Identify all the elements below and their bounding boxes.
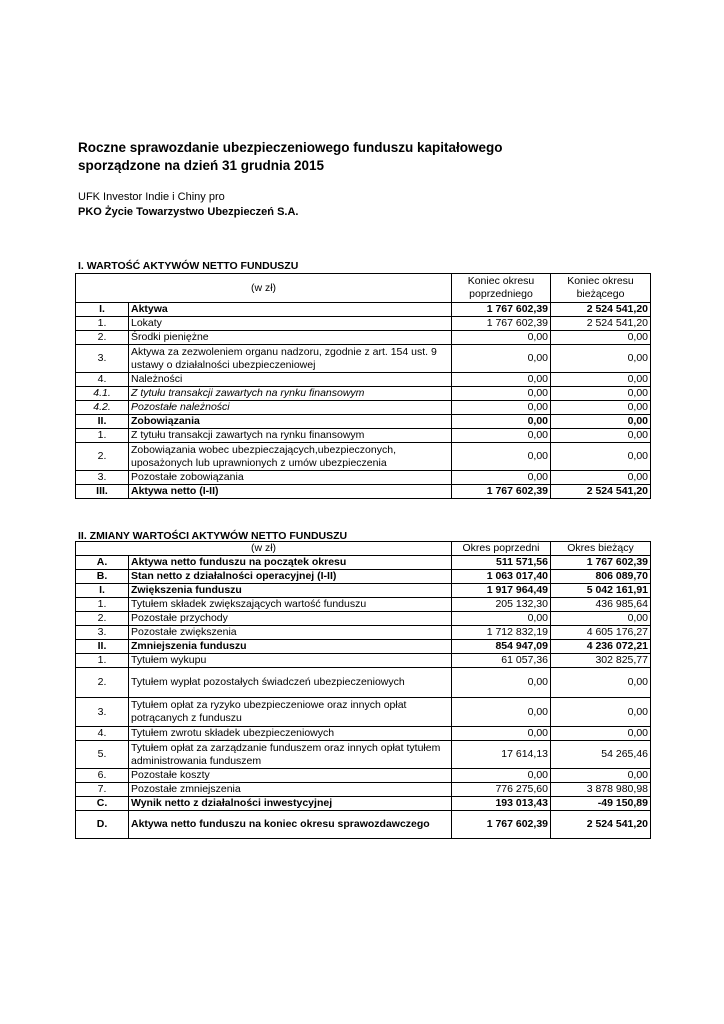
- row-number: 2.: [76, 443, 129, 471]
- row-number: 3.: [76, 345, 129, 373]
- table-row: [76, 485, 651, 499]
- row-prev-value: 0,00: [452, 387, 551, 401]
- table-row: [76, 415, 651, 429]
- row-label: Zwiększenia funduszu: [129, 584, 452, 598]
- row-curr-value: 0,00: [551, 698, 651, 727]
- row-number: 4.1.: [76, 387, 129, 401]
- row-label: Aktywa netto funduszu na koniec okresu sprawozdawczego: [129, 811, 452, 839]
- table-row: [76, 345, 651, 373]
- row-label: Z tytułu transakcji zawartych na rynku finansowym: [129, 429, 452, 443]
- row-label: Tytułem opłat za zarządzanie funduszem oraz innych opłat tytułem administrowania funduszem: [129, 741, 452, 769]
- fund-name: UFK Investor Indie i Chiny pro: [78, 191, 225, 203]
- table-row: [76, 797, 651, 811]
- row-curr-value: 4 605 176,27: [551, 626, 651, 640]
- row-label: Wynik netto z działalności inwestycyjnej: [129, 797, 452, 811]
- table-row: [76, 429, 651, 443]
- row-curr-value: 5 042 161,91: [551, 584, 651, 598]
- row-prev-value: 0,00: [452, 401, 551, 415]
- row-label: Tytułem wypłat pozostałych świadczeń ubezpieczeniowych: [129, 668, 452, 698]
- row-prev-value: 0,00: [452, 727, 551, 741]
- row-number: 1.: [76, 598, 129, 612]
- row-number: 2.: [76, 668, 129, 698]
- row-prev-value: 854 947,09: [452, 640, 551, 654]
- row-label: Pozostałe należności: [129, 401, 452, 415]
- row-prev-value: 511 571,56: [452, 556, 551, 570]
- row-prev-value: 1 767 602,39: [452, 303, 551, 317]
- row-curr-value: 0,00: [551, 471, 651, 485]
- row-curr-value: 1 767 602,39: [551, 556, 651, 570]
- row-number: 1.: [76, 429, 129, 443]
- table-row: [76, 654, 651, 668]
- table-row: [76, 598, 651, 612]
- row-label: Tytułem składek zwiększających wartość funduszu: [129, 598, 452, 612]
- col-prev-header-line1: Koniec okresu: [467, 275, 535, 287]
- row-curr-value: 3 878 980,98: [551, 783, 651, 797]
- table-row: [76, 612, 651, 626]
- row-number: B.: [76, 570, 129, 584]
- unit-label: (w zł): [76, 274, 452, 303]
- row-label: Należności: [129, 373, 452, 387]
- table-row: [76, 303, 651, 317]
- net-assets-changes-table: [75, 541, 651, 839]
- col-prev-header: [452, 274, 551, 303]
- table-row: [76, 769, 651, 783]
- row-curr-value: 0,00: [551, 401, 651, 415]
- row-number: 7.: [76, 783, 129, 797]
- row-curr-value: 54 265,46: [551, 741, 651, 769]
- row-number: 6.: [76, 769, 129, 783]
- row-curr-value: 0,00: [551, 415, 651, 429]
- row-curr-value: 0,00: [551, 612, 651, 626]
- row-curr-value: 2 524 541,20: [551, 811, 651, 839]
- row-label: Pozostałe przychody: [129, 612, 452, 626]
- row-prev-value: 193 013,43: [452, 797, 551, 811]
- row-prev-value: 0,00: [452, 331, 551, 345]
- row-prev-value: 1 767 602,39: [452, 811, 551, 839]
- row-prev-value: 1 767 602,39: [452, 317, 551, 331]
- row-number: 1.: [76, 317, 129, 331]
- row-label: Lokaty: [129, 317, 452, 331]
- row-number: 1.: [76, 654, 129, 668]
- row-curr-value: 2 524 541,20: [551, 317, 651, 331]
- row-prev-value: 1 767 602,39: [452, 485, 551, 499]
- row-number: 2.: [76, 331, 129, 345]
- row-curr-value: 0,00: [551, 331, 651, 345]
- row-label: Tytułem wykupu: [129, 654, 452, 668]
- section1-heading: I. WARTOŚĆ AKTYWÓW NETTO FUNDUSZU: [78, 260, 299, 272]
- row-curr-value: 0,00: [551, 668, 651, 698]
- row-prev-value: 0,00: [452, 415, 551, 429]
- section2-heading: II. ZMIANY WARTOŚCI AKTYWÓW NETTO FUNDUSZU: [78, 530, 348, 542]
- col-curr-header-line2: bieżącego: [576, 288, 625, 300]
- row-number: 4.2.: [76, 401, 129, 415]
- row-number: III.: [76, 485, 129, 499]
- row-curr-value: 302 825,77: [551, 654, 651, 668]
- row-label: Pozostałe koszty: [129, 769, 452, 783]
- report-title-line2: sporządzone na dzień 31 grudnia 2015: [78, 158, 325, 173]
- row-label: Z tytułu transakcji zawartych na rynku finansowym: [129, 387, 452, 401]
- row-label: Aktywa netto funduszu na początek okresu: [129, 556, 452, 570]
- col-curr-header: Okres bieżący: [551, 542, 651, 556]
- row-label: Pozostałe zobowiązania: [129, 471, 452, 485]
- table-row: [76, 401, 651, 415]
- table-row: [76, 626, 651, 640]
- row-number: 4.: [76, 727, 129, 741]
- row-prev-value: 17 614,13: [452, 741, 551, 769]
- row-prev-value: 0,00: [452, 612, 551, 626]
- row-prev-value: 0,00: [452, 769, 551, 783]
- row-curr-value: -49 150,89: [551, 797, 651, 811]
- row-number: 5.: [76, 741, 129, 769]
- row-prev-value: 1 063 017,40: [452, 570, 551, 584]
- row-prev-value: 205 132,30: [452, 598, 551, 612]
- table-row: [76, 783, 651, 797]
- row-prev-value: 61 057,36: [452, 654, 551, 668]
- row-curr-value: 4 236 072,21: [551, 640, 651, 654]
- table-row: [76, 373, 651, 387]
- row-number: 4.: [76, 373, 129, 387]
- row-curr-value: 436 985,64: [551, 598, 651, 612]
- row-prev-value: 0,00: [452, 698, 551, 727]
- col-curr-header-line1: Koniec okresu: [567, 275, 634, 287]
- row-number: 3.: [76, 471, 129, 485]
- table-row: [76, 698, 651, 727]
- row-curr-value: 0,00: [551, 373, 651, 387]
- table-row: [76, 556, 651, 570]
- table-row: [76, 668, 651, 698]
- row-number: 3.: [76, 626, 129, 640]
- row-curr-value: 2 524 541,20: [551, 485, 651, 499]
- row-label: Środki pieniężne: [129, 331, 452, 345]
- row-curr-value: 0,00: [551, 727, 651, 741]
- row-number: 2.: [76, 612, 129, 626]
- table-row: [76, 317, 651, 331]
- row-curr-value: 0,00: [551, 443, 651, 471]
- net-assets-header-row: [76, 274, 651, 303]
- row-curr-value: 806 089,70: [551, 570, 651, 584]
- row-prev-value: 1 917 964,49: [452, 584, 551, 598]
- row-number: II.: [76, 640, 129, 654]
- table-row: [76, 640, 651, 654]
- col-prev-header-line2: poprzedniego: [469, 288, 533, 300]
- table-row: [76, 387, 651, 401]
- report-title: [78, 139, 503, 175]
- row-label: Pozostałe zwiększenia: [129, 626, 452, 640]
- table-row: [76, 443, 651, 471]
- row-number: 3.: [76, 698, 129, 727]
- row-curr-value: 0,00: [551, 429, 651, 443]
- row-number: A.: [76, 556, 129, 570]
- row-curr-value: 0,00: [551, 387, 651, 401]
- row-label: Zobowiązania: [129, 415, 452, 429]
- row-curr-value: 0,00: [551, 345, 651, 373]
- row-label: Aktywa za zezwoleniem organu nadzoru, zgodnie z art. 154 ust. 9 ustawy o działalności ubezpieczeniowej: [129, 345, 452, 373]
- row-label: Stan netto z działalności operacyjnej (I-II): [129, 570, 452, 584]
- report-title-line1: Roczne sprawozdanie ubezpieczeniowego funduszu kapitałowego: [78, 140, 503, 155]
- table-row: [76, 811, 651, 839]
- col-prev-header: Okres poprzedni: [452, 542, 551, 556]
- row-prev-value: 0,00: [452, 429, 551, 443]
- row-prev-value: 0,00: [452, 443, 551, 471]
- row-prev-value: 0,00: [452, 345, 551, 373]
- table-row: [76, 741, 651, 769]
- company-name: PKO Życie Towarzystwo Ubezpieczeń S.A.: [78, 206, 299, 218]
- row-prev-value: 776 275,60: [452, 783, 551, 797]
- row-label: Tytułem zwrotu składek ubezpieczeniowych: [129, 727, 452, 741]
- row-prev-value: 0,00: [452, 373, 551, 387]
- table-row: [76, 727, 651, 741]
- table-row: [76, 584, 651, 598]
- row-curr-value: 0,00: [551, 769, 651, 783]
- row-label: Zobowiązania wobec ubezpieczających,ubezpieczonych, uposażonych lub uprawnionych z umów ubezpieczenia: [129, 443, 452, 471]
- row-label: Aktywa netto (I-II): [129, 485, 452, 499]
- row-number: II.: [76, 415, 129, 429]
- table-row: [76, 331, 651, 345]
- row-label: Aktywa: [129, 303, 452, 317]
- row-prev-value: 0,00: [452, 668, 551, 698]
- row-number: I.: [76, 303, 129, 317]
- row-prev-value: 0,00: [452, 471, 551, 485]
- row-prev-value: 1 712 832,19: [452, 626, 551, 640]
- row-label: Zmniejszenia funduszu: [129, 640, 452, 654]
- row-curr-value: 2 524 541,20: [551, 303, 651, 317]
- row-label: Pozostałe zmniejszenia: [129, 783, 452, 797]
- row-label: Tytułem opłat za ryzyko ubezpieczeniowe oraz innych opłat potrącanych z funduszu: [129, 698, 452, 727]
- col-curr-header: [551, 274, 651, 303]
- row-number: D.: [76, 811, 129, 839]
- table-row: [76, 471, 651, 485]
- table-row: [76, 570, 651, 584]
- changes-header-row: [76, 542, 651, 556]
- row-number: I.: [76, 584, 129, 598]
- unit-label: (w zł): [76, 542, 452, 556]
- net-assets-table: [75, 273, 651, 499]
- row-number: C.: [76, 797, 129, 811]
